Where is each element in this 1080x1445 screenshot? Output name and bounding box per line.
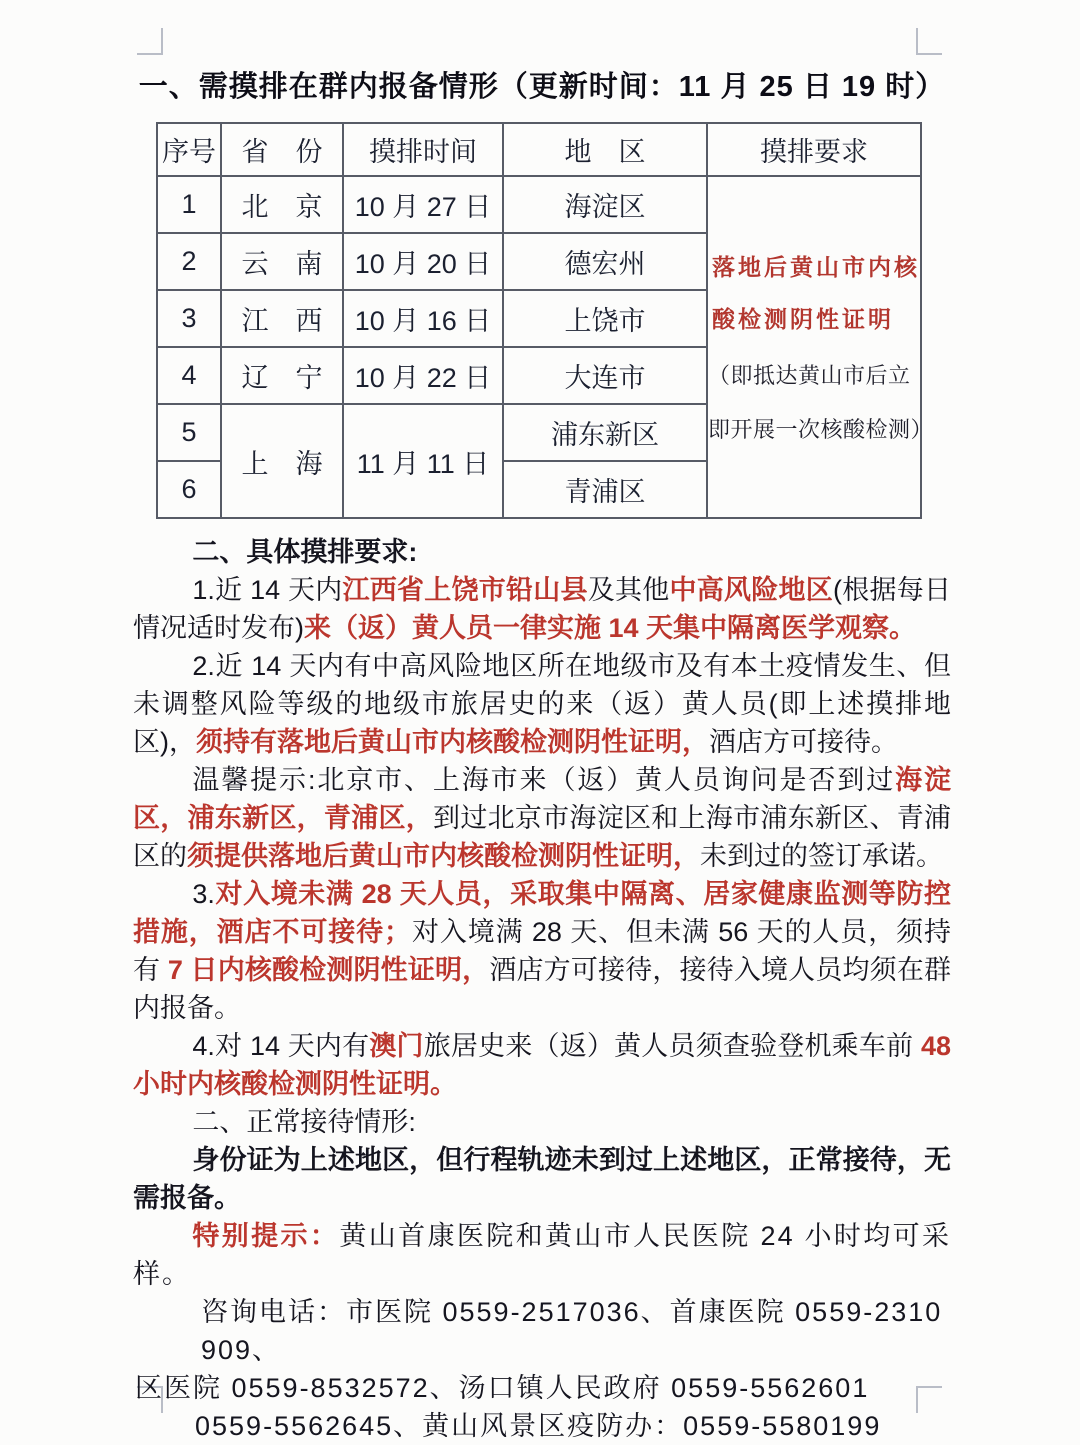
cell-area: 海淀区 <box>503 176 707 233</box>
cell-index: 4 <box>157 347 221 404</box>
text-segment: 4.对 14 天内有 <box>192 1031 370 1061</box>
text-segment: 对入境未满 28 天人员，采取集中隔离、居家健康监测等防控措施，酒店不可接待； <box>133 879 951 947</box>
item-4 <box>133 1027 951 1103</box>
text-segment: 特别提示： <box>192 1221 340 1251</box>
header-date: 摸排时间 <box>343 123 503 176</box>
cell-date: 10 月 22 日 <box>343 347 503 404</box>
section-3-heading <box>133 1103 951 1141</box>
cell-date: 11 月 11 日 <box>343 404 503 518</box>
text-segment: 澳门 <box>369 1031 424 1061</box>
section-1-title: 一、需摸排在群内报备情形（更新时间：11 月 25 日 19 时） <box>138 71 946 103</box>
cell-date: 10 月 27 日 <box>343 176 503 233</box>
item-2 <box>133 647 951 761</box>
cell-province: 江 西 <box>221 290 343 347</box>
cell-area: 大连市 <box>503 347 707 404</box>
warm-tip <box>133 761 951 875</box>
header-area: 地 区 <box>503 123 707 176</box>
text-segment: 二、具体摸排要求: <box>192 537 418 567</box>
text-segment: 到过北京市海淀区和上海市浦东新区、青浦区的 <box>133 803 952 871</box>
header-index: 序号 <box>157 123 221 176</box>
text-line: 咨询电话：市医院 0559-2517036、首康医院 0559-2310909、 <box>201 1297 943 1365</box>
text-segment: 须持有落地后黄山市内核酸检测阴性证明， <box>196 727 709 757</box>
text-segment: 2.近 14 天内有中高风险地区所在地级市及有本土疫情发生、但未调整风险等级的地级市旅居史的来（返）黄人员(即上述摸排地区)， <box>133 651 951 757</box>
text-segment: 海淀区，浦东新区，青浦区， <box>133 765 951 833</box>
requirement-red-line: 落地后黄山市内核 <box>712 254 920 280</box>
phone-numbers <box>133 1293 951 1445</box>
requirement-note-line: （即抵达黄山市后立 <box>708 363 911 388</box>
document-content <box>133 64 951 1445</box>
header-requirement: 摸排要求 <box>707 123 921 176</box>
cell-date: 10 月 16 日 <box>343 290 503 347</box>
text-segment: 对入境满 28 天、但未满 56 天的人员，须持有 <box>133 917 951 985</box>
cell-index: 2 <box>157 233 221 290</box>
text-segment: 1.近 14 天内 <box>192 575 343 605</box>
text-segment: 温馨提示:北京市、上海市来（返）黄人员询问是否到过 <box>192 765 896 795</box>
text-line: 0559-5562645、黄山风景区疫防办：0559-5580199 <box>195 1411 882 1441</box>
text-segment: 二、正常接待情形: <box>192 1107 416 1137</box>
cell-area: 浦东新区 <box>503 404 707 461</box>
cell-area: 青浦区 <box>503 461 707 518</box>
cell-province: 北 京 <box>221 176 343 233</box>
text-segment: 3. <box>192 879 215 909</box>
cell-province: 上 海 <box>221 404 343 518</box>
page-corner-mark-top-right <box>916 28 942 55</box>
text-segment: 未到过的签订承诺。 <box>700 841 943 871</box>
cell-requirement <box>707 176 934 518</box>
text-segment: 7 日内核酸检测阴性证明， <box>167 955 490 985</box>
header-province: 省 份 <box>221 123 343 176</box>
cell-index: 5 <box>157 404 221 461</box>
text-segment: 中高风险地区 <box>669 575 834 605</box>
text-segment: 酒店方可接待。 <box>709 727 898 757</box>
text-segment: 酒店方可接待，接待入境人员均须在群内报备。 <box>133 955 951 1023</box>
requirement-note-line: 即开展一次核酸检测） <box>708 417 934 442</box>
cell-index: 1 <box>157 176 221 233</box>
text-segment: 黄山首康医院和黄山市人民医院 24 小时均可采样。 <box>133 1221 951 1289</box>
cell-date: 10 月 20 日 <box>343 233 503 290</box>
item-1 <box>133 571 951 647</box>
special-tip <box>133 1217 951 1293</box>
text-segment: 须提供落地后黄山市内核酸检测阴性证明， <box>187 841 700 871</box>
cell-area: 上饶市 <box>503 290 707 347</box>
normal-reception <box>133 1141 951 1217</box>
page-corner-mark-top-left <box>137 28 163 55</box>
requirement-red-line: 酸检测阴性证明 <box>712 306 894 332</box>
text-segment: (根据每日情况适时发布) <box>133 575 952 643</box>
table-row <box>157 176 921 233</box>
text-segment: 48 小时内核酸检测阴性证明。 <box>133 1031 952 1099</box>
item-3 <box>133 875 951 1027</box>
text-segment: 及其他 <box>587 575 670 605</box>
text-segment: 旅居史来（返）黄人员须查验登机乘车前 <box>423 1031 921 1061</box>
text-segment: 江西省上饶市铅山县 <box>342 575 588 605</box>
cell-province: 辽 宁 <box>221 347 343 404</box>
cell-province: 云 南 <box>221 233 343 290</box>
screening-table <box>156 122 934 519</box>
cell-index: 3 <box>157 290 221 347</box>
cell-area: 德宏州 <box>503 233 707 290</box>
text-line: 区医院 0559-8532572、汤口镇人民政府 0559-5562601 <box>135 1373 870 1403</box>
cell-index: 6 <box>157 461 221 518</box>
table-header-row <box>157 123 921 176</box>
section-2-heading <box>133 533 951 571</box>
body-text <box>133 533 951 1445</box>
text-segment: 来（返）黄人员一律实施 14 天集中隔离医学观察。 <box>304 613 917 643</box>
text-segment: 身份证为上述地区，但行程轨迹未到过上述地区，正常接待，无需报备。 <box>133 1145 951 1213</box>
